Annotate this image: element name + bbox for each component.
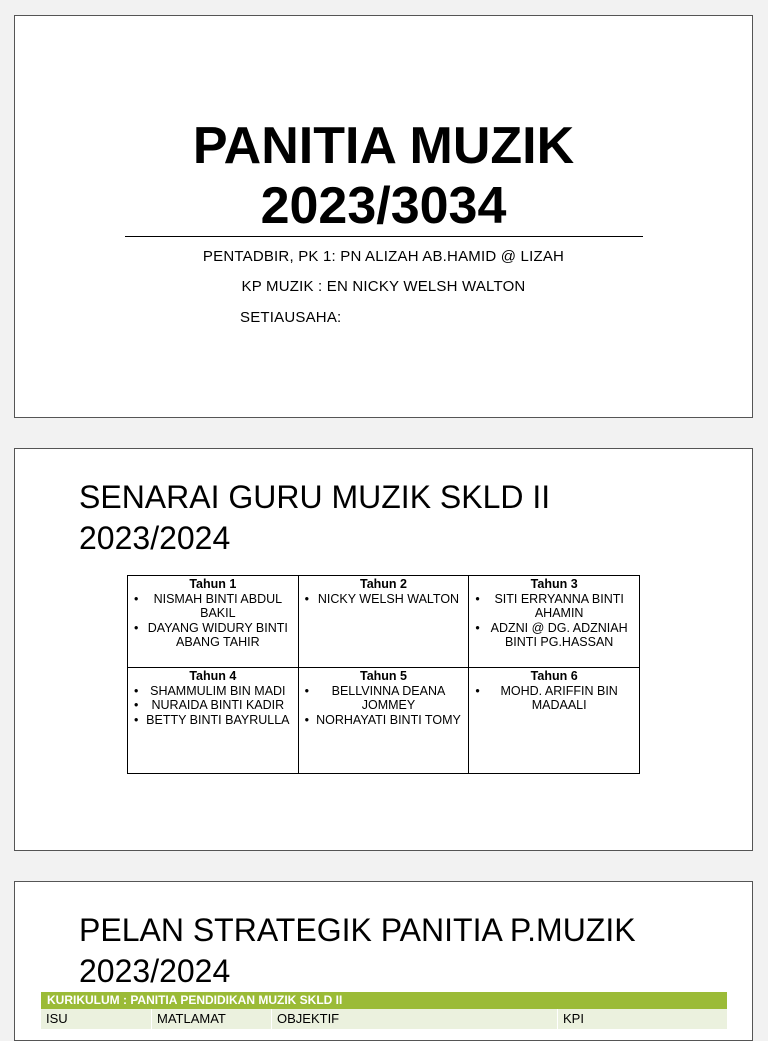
teacher-name: • ADZNI @ DG. ADZNIAH BINTI PG.HASSAN <box>473 621 635 650</box>
teacher-name: • NICKY WELSH WALTON <box>303 592 465 607</box>
title-slide <box>14 15 753 418</box>
header-kpi: KPI <box>557 1009 727 1029</box>
tahun-label: Tahun 4 <box>189 669 237 683</box>
teacher-list <box>303 592 465 607</box>
slide-title <box>79 910 699 992</box>
tahun-label: Tahun 2 <box>359 577 407 591</box>
tahun-label: Tahun 3 <box>530 577 578 591</box>
teacher-name: • NISMAH BINTI ABDUL BAKIL <box>132 592 294 621</box>
title-line-1: PELAN STRATEGIK PANITIA P.MUZIK <box>79 912 636 948</box>
pentadbir-text: PENTADBIR, PK 1: PN ALIZAH AB.HAMID @ LIZAH <box>202 248 565 265</box>
teacher-table <box>127 575 640 774</box>
title-line-1: SENARAI GURU MUZIK SKLD II <box>79 479 551 515</box>
tahun-label: Tahun 5 <box>359 669 407 683</box>
teacher-name: • DAYANG WIDURY BINTI ABANG TAHIR <box>132 621 294 650</box>
teacher-list-slide <box>14 448 753 851</box>
table-cell <box>298 576 469 668</box>
teacher-name: • BELLVINNA DEANA JOMMEY <box>303 684 465 713</box>
kp-muzik-text: KP MUZIK : EN NICKY WELSH WALTON <box>241 278 526 295</box>
title-line-2: 2023/2024 <box>79 953 231 989</box>
kurikulum-bar: KURIKULUM : PANITIA PENDIDIKAN MUZIK SKLD II <box>41 992 727 1009</box>
tahun-label: Tahun 1 <box>189 577 237 591</box>
header-matlamat: MATLAMAT <box>151 1009 271 1029</box>
teacher-name: • NORHAYATI BINTI TOMY <box>303 713 465 728</box>
header-objektif: OBJEKTIF <box>271 1009 557 1029</box>
table-cell <box>469 576 640 668</box>
teacher-name: • SITI ERRYANNA BINTI AHAMIN <box>473 592 635 621</box>
teacher-name: • NURAIDA BINTI KADIR <box>132 698 294 713</box>
teacher-list <box>132 592 294 650</box>
teacher-list <box>132 684 294 728</box>
teacher-list <box>473 592 635 650</box>
slide-title <box>15 116 752 236</box>
table-row <box>128 576 640 668</box>
teacher-name: • BETTY BINTI BAYRULLA <box>132 713 294 728</box>
title-line-1: PANITIA MUZIK <box>192 117 575 175</box>
table-cell <box>128 576 299 668</box>
tahun-label: Tahun 6 <box>530 669 578 683</box>
teacher-list <box>303 684 465 728</box>
plan-header-row <box>41 1009 727 1029</box>
teacher-list <box>473 684 635 713</box>
setiausaha-text: SETIAUSAHA: <box>240 309 342 326</box>
teacher-name: • MOHD. ARIFFIN BIN MADAALI <box>473 684 635 713</box>
table-cell <box>469 668 640 774</box>
teacher-name: • SHAMMULIM BIN MADI <box>132 684 294 699</box>
table-cell <box>298 668 469 774</box>
table-cell <box>128 668 299 774</box>
strategic-plan-slide <box>14 881 753 1041</box>
slide-title <box>79 477 699 559</box>
table-row <box>128 668 640 774</box>
title-line-2: 2023/2024 <box>79 520 231 556</box>
header-isu: ISU <box>46 1011 68 1026</box>
title-line-2: 2023/3034 <box>260 177 507 235</box>
title-divider <box>125 236 643 237</box>
